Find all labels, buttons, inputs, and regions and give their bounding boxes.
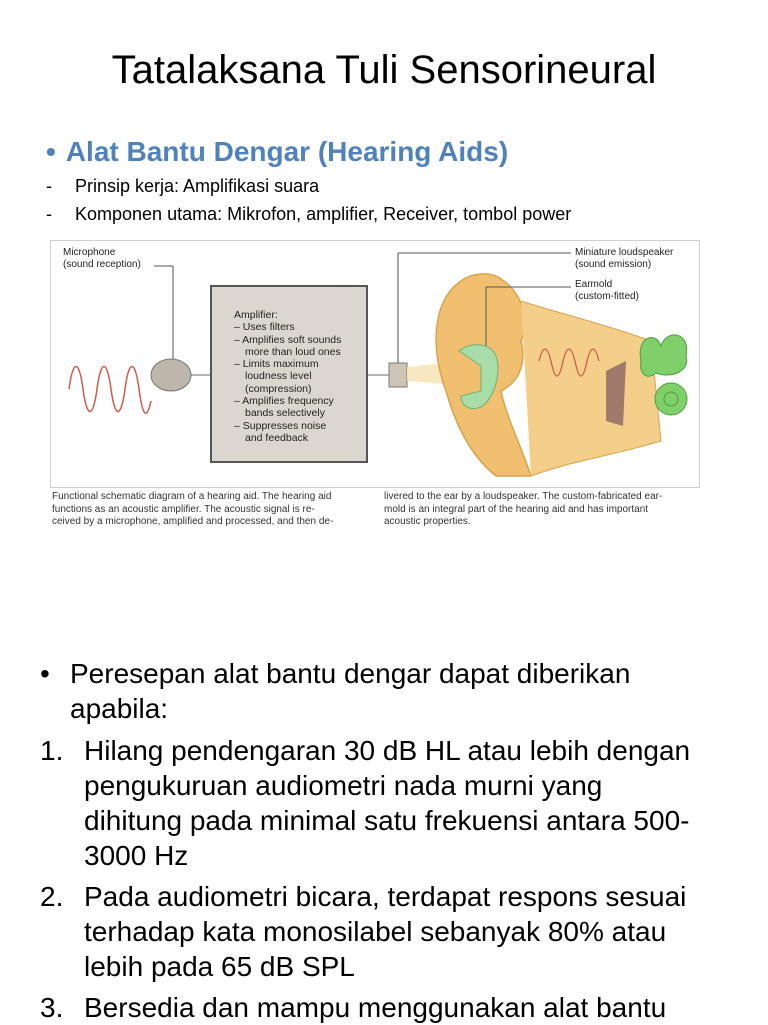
amplifier-title: Amplifier: <box>234 309 278 321</box>
eardrum <box>606 361 626 426</box>
hearing-aid-diagram <box>50 240 700 488</box>
sub-item-text: Komponen utama: Mikrofon, amplifier, Receiver, tombol power <box>75 204 572 224</box>
sound-wave-in <box>69 367 151 414</box>
amplifier-box: Amplifier: – Uses filters – Amplifies soft sounds more than loud ones – Limits maximum loudness level (compression) – Amplifies frequency bands selectively – Suppresses noise and feedback <box>210 285 368 463</box>
cochlea <box>655 383 687 415</box>
sub-item-text: Prinsip kerja: Amplifikasi suara <box>75 176 320 196</box>
loudspeaker-label: Miniature loudspeaker (sound emission) <box>575 247 674 270</box>
sub-item: - Komponen utama: Mikrofon, amplifier, Receiver, tombol power <box>46 204 572 224</box>
list-number: 1. <box>40 735 64 766</box>
list-number: 2. <box>40 881 64 912</box>
earmold-label: Earmold (custom-fitted) <box>575 279 639 302</box>
list-number: 3. <box>40 992 64 1023</box>
bullet-heading-text: Alat Bantu Dengar (Hearing Aids) <box>65 136 509 167</box>
figure-caption-left: Functional schematic diagram of a hearing aid. The hearing aid functions as an acoustic amplifier. The acoustic signal is re- ceived by a microphone, amplified and processed, and then de- <box>52 491 334 527</box>
diagram-illustration <box>51 241 699 487</box>
semicircular-canals <box>640 335 687 376</box>
figure-caption-right: livered to the ear by a loudspeaker. The custom-fabricated ear- mold is an integral part of the hearing aid and has important acoustic properties. <box>384 491 663 527</box>
sub-item: - Prinsip kerja: Amplifikasi suara <box>46 176 320 196</box>
bullet-heading <box>46 136 508 168</box>
slide-title: Tatalaksana Tuli Sensorineural <box>111 48 657 92</box>
microphone-shape <box>151 359 191 391</box>
bullet-dot: • <box>46 136 56 167</box>
microphone-label: Microphone (sound reception) <box>63 247 141 270</box>
loudspeaker-shape <box>389 363 407 387</box>
